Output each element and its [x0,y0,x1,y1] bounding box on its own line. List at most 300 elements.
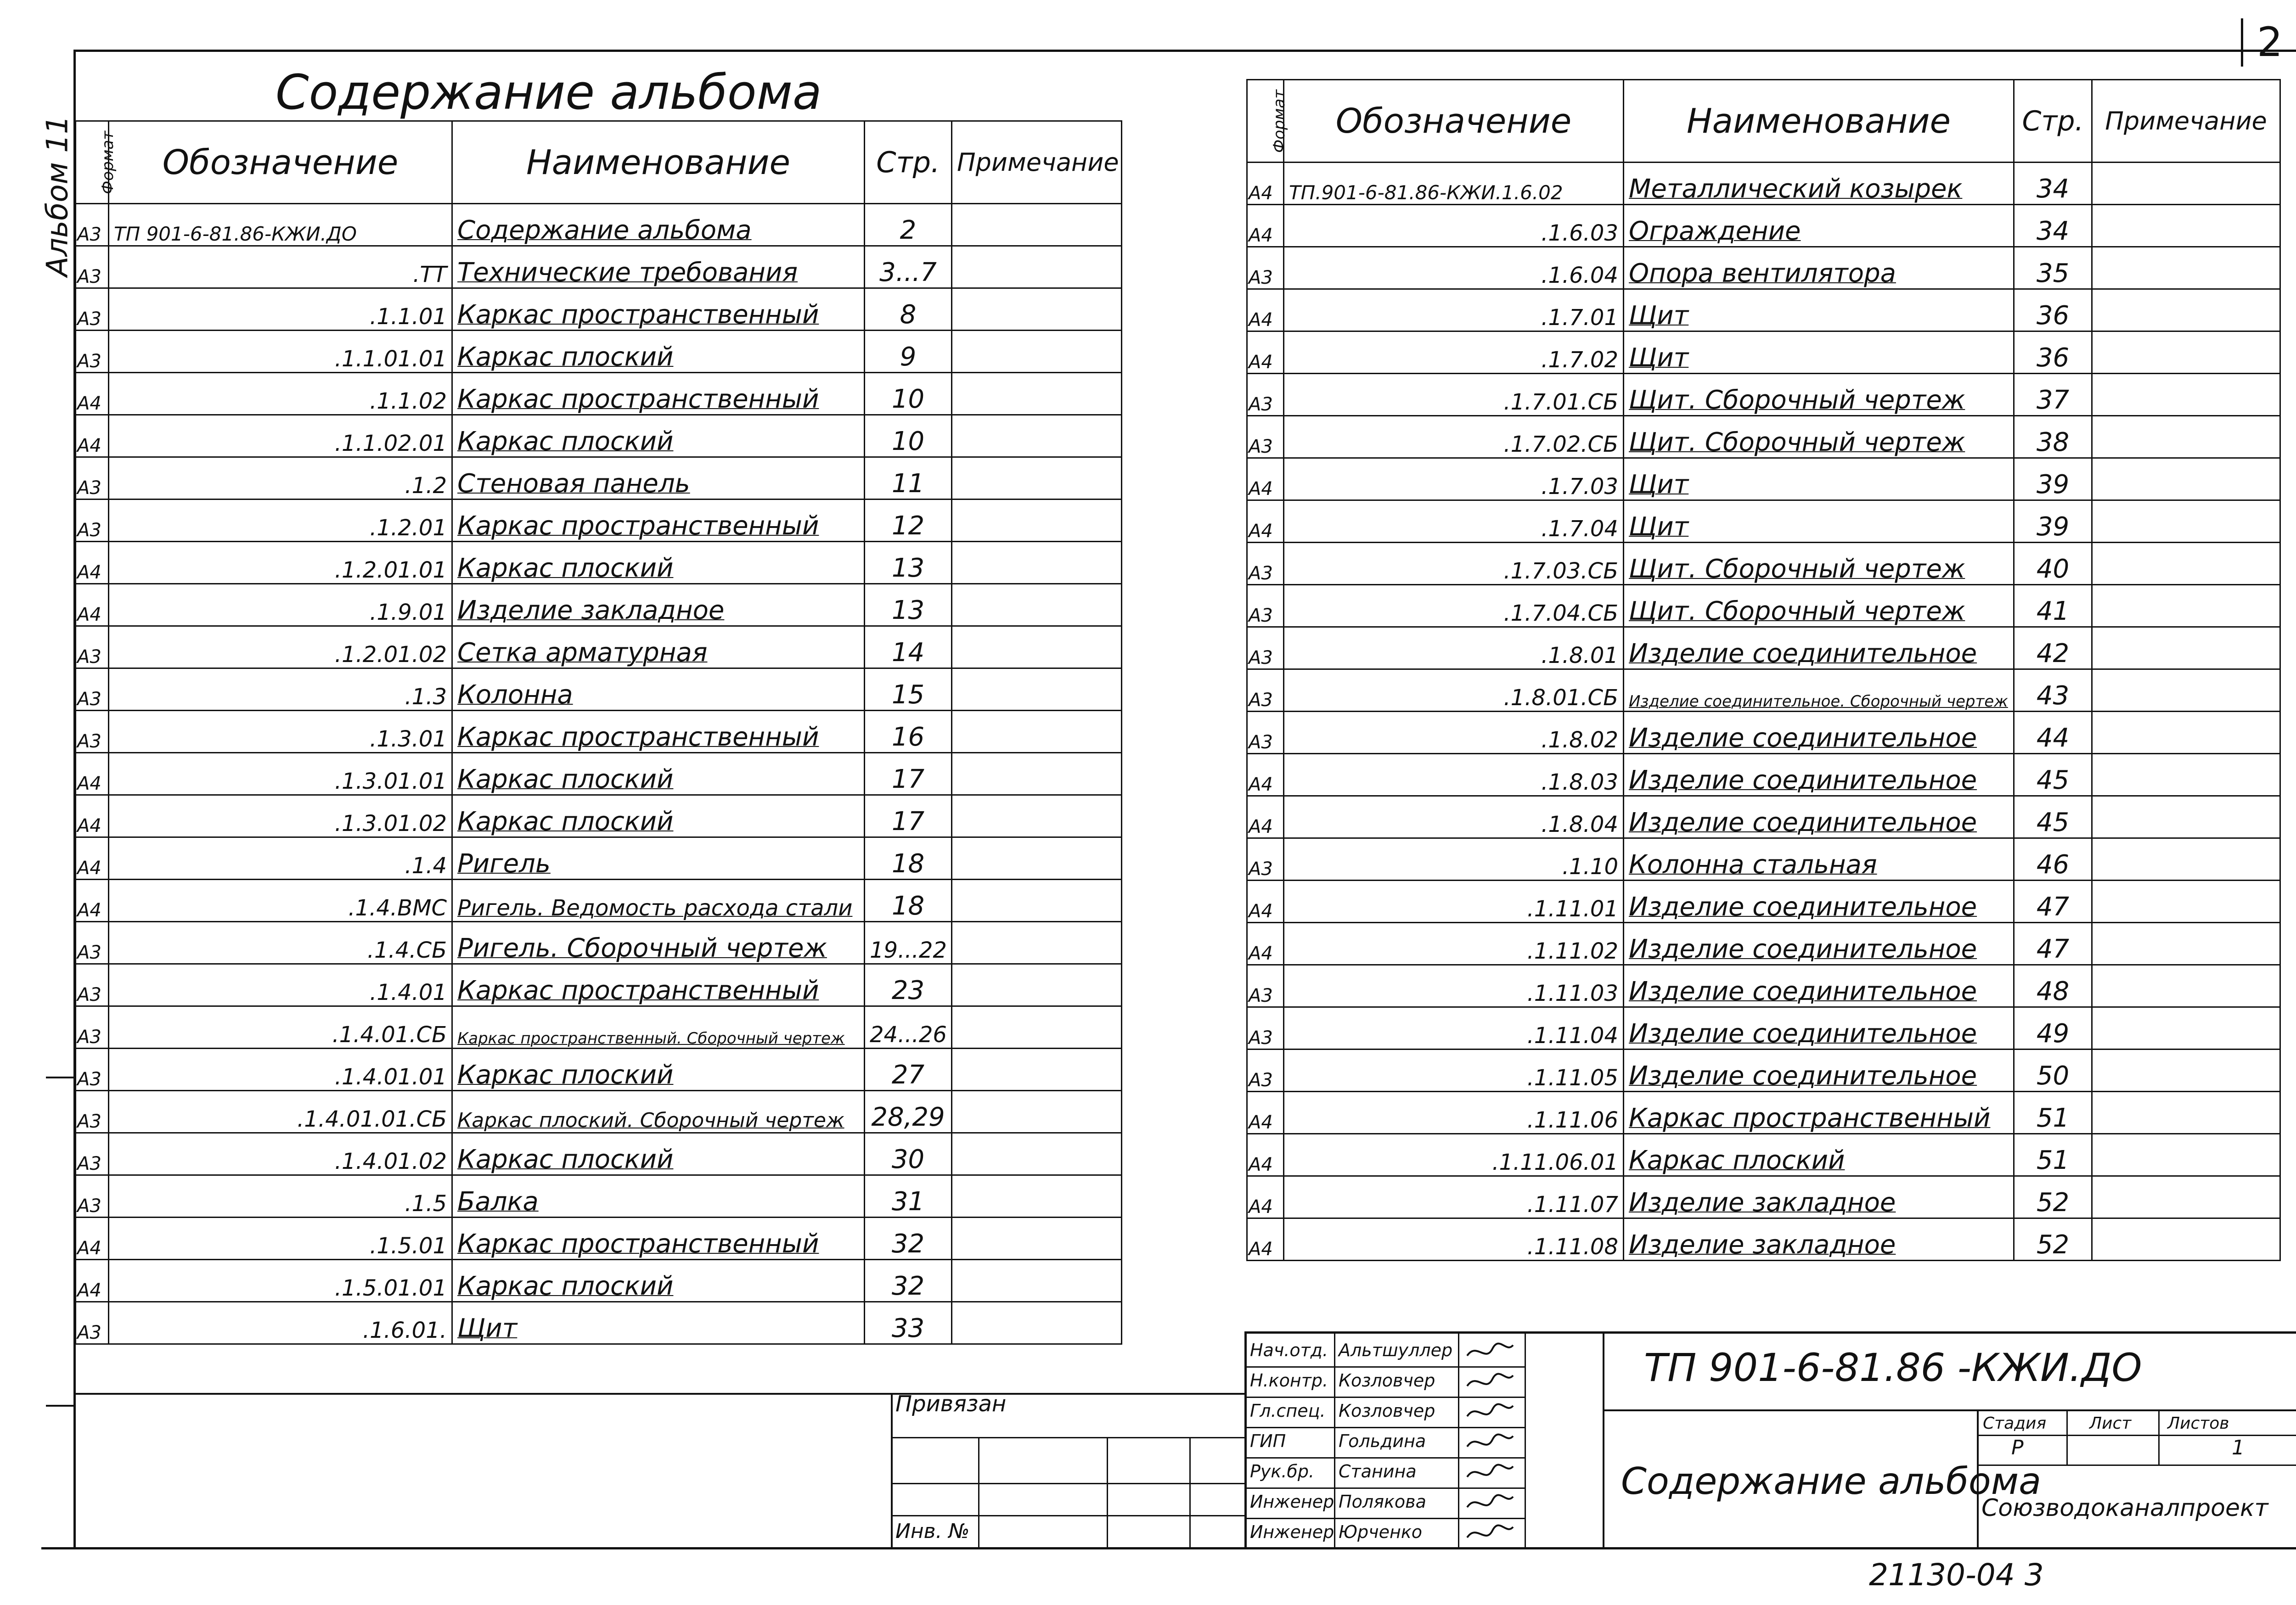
note-cell [2092,1007,2280,1049]
designation-cell: .1.3.01 [109,711,452,753]
page-cell: 34 [2014,163,2092,205]
name-cell: Каркас пространственный [452,373,865,415]
format-cell: A3 [1247,247,1284,289]
name-cell: Опора вентилятора [1624,247,2014,289]
format-cell: A4 [1247,1134,1284,1176]
table-row [76,1133,1122,1175]
note-cell [952,1006,1122,1049]
stamp-role: Инженер [1250,1492,1334,1512]
format-cell: A3 [76,204,109,246]
designation-cell: .1.11.01 [1284,881,1624,923]
name-cell: Щит. Сборочный чертеж [1624,374,2014,416]
stamp-row-line [1244,1487,1525,1489]
table-row [1247,965,2280,1007]
note-cell [2092,331,2280,374]
page-cell: 24...26 [865,1006,952,1049]
note-cell [952,457,1122,499]
format-cell: A3 [1247,416,1284,458]
format-cell: A4 [1247,923,1284,965]
note-cell [2092,1092,2280,1134]
stamp-row-line [1244,1427,1525,1428]
note-cell [2092,374,2280,416]
page-cell: 46 [2014,838,2092,881]
table-row [1247,1176,2280,1218]
table-row [1247,796,2280,838]
table-row [1247,1218,2280,1261]
table-row [76,288,1122,331]
page-cell: 16 [865,711,952,753]
designation-cell: .1.7.04 [1284,500,1624,543]
designation-cell: .1.7.01 [1284,289,1624,331]
table-row [76,1260,1122,1302]
page-cell: 44 [2014,712,2092,754]
page-cell: 3...7 [865,246,952,288]
table-row [76,1175,1122,1218]
designation-cell: .1.8.04 [1284,796,1624,838]
note-cell [2092,796,2280,838]
page-cell: 18 [865,837,952,880]
table-row [76,964,1122,1006]
stamp-role: Рук.бр. [1250,1461,1315,1482]
note-cell [2092,838,2280,881]
designation-cell: .1.10 [1284,838,1624,881]
table-row [76,668,1122,711]
table-row [1247,838,2280,881]
format-cell: A4 [76,1218,109,1260]
table-row [76,880,1122,922]
name-cell: Содержание альбома [452,204,865,246]
note-cell [2092,923,2280,965]
page-cell: 51 [2014,1092,2092,1134]
designation-cell: .1.1.02 [109,373,452,415]
name-cell: Щит [1624,289,2014,331]
stamp-hline [1977,1435,2296,1436]
name-cell: Изделие соединительное [1624,796,2014,838]
format-cell: A3 [76,499,109,542]
stamp-vline [1334,1331,1335,1549]
page-cell: 9 [865,331,952,373]
note-cell [952,795,1122,837]
format-cell: A4 [1247,796,1284,838]
table-row [76,753,1122,795]
name-cell: Щит [1624,331,2014,374]
format-cell: A3 [76,1175,109,1218]
page-cell: 48 [2014,965,2092,1007]
stamp-top-line [1244,1331,2296,1334]
name-cell: Каркас плоский [452,415,865,457]
format-cell: A3 [76,1133,109,1175]
note-cell [952,415,1122,457]
format-cell: A4 [1247,331,1284,374]
format-cell: A4 [76,415,109,457]
table-row [76,795,1122,837]
designation-cell: .1.7.01.СБ [1284,374,1624,416]
name-cell: Каркас пространственный [452,288,865,331]
note-cell [2092,543,2280,585]
doc-title: Содержание альбома [1621,1460,2042,1503]
page-cell: 2 [865,204,952,246]
name-cell: Металлический козырек [1624,163,2014,205]
note-cell [952,584,1122,626]
designation-header: Обозначение [109,121,452,204]
stage-label: Стадия [1983,1414,2047,1433]
page-cell: 39 [2014,458,2092,500]
margin-tick [46,1405,73,1407]
signature-scribble [1465,1400,1515,1425]
format-cell: A4 [76,795,109,837]
name-cell: Ригель. Ведомость расхода стали [452,880,865,922]
signature-scribble [1465,1370,1515,1395]
designation-cell: .1.5.01.01 [109,1260,452,1302]
note-cell [952,288,1122,331]
table-row [76,246,1122,288]
table-row [76,1091,1122,1133]
format-cell: A3 [76,668,109,711]
name-cell: Изделие закладное [1624,1218,2014,1261]
name-cell: Стеновая панель [452,457,865,499]
format-cell: A4 [76,837,109,880]
name-cell: Каркас пространственный [452,499,865,542]
name-cell: Изделие закладное [452,584,865,626]
divider-line [73,1393,1244,1395]
designation-cell: .1.3.01.01 [109,753,452,795]
format-cell: A4 [1247,1218,1284,1261]
table-row [1247,923,2280,965]
stamp-role: Нач.отд. [1250,1340,1328,1360]
format-cell: A3 [1247,669,1284,712]
note-cell [952,1133,1122,1175]
stamp-vline [1458,1331,1459,1549]
designation-header: Обозначение [1284,80,1624,163]
page-cell: 8 [865,288,952,331]
stamp-person-name: Юрченко [1339,1522,1423,1542]
note-cell [2092,1218,2280,1261]
name-cell: Щит. Сборочный чертеж [1624,585,2014,627]
toc-table-right [1246,79,2281,1261]
designation-cell: .1.1.01.01 [109,331,452,373]
page-cell: 33 [865,1302,952,1344]
divider-line [978,1437,979,1547]
page-cell: 49 [2014,1007,2092,1049]
stamp-vline [2066,1409,2068,1465]
name-cell: Колонна [452,668,865,711]
table-row [1247,585,2280,627]
toc-table-left [75,120,1122,1345]
table-row [1247,458,2280,500]
name-cell: Каркас плоский. Сборочный чертеж [452,1091,865,1133]
stamp-row-line [1244,1366,1525,1368]
format-cell: A3 [76,1006,109,1049]
stamp-hline [1603,1409,2296,1411]
page-header: Стр. [865,121,952,204]
table-row [76,584,1122,626]
name-cell: Ригель. Сборочный чертеж [452,922,865,964]
page-number-box [2241,18,2296,67]
designation-cell: .1.2 [109,457,452,499]
divider-line [891,1515,1244,1516]
stamp-vline [1525,1331,1526,1549]
format-cell: A4 [1247,205,1284,247]
format-cell: A3 [1247,712,1284,754]
format-cell: A3 [76,711,109,753]
format-header: Формат [76,121,109,204]
page-cell: 10 [865,415,952,457]
name-cell: Щит [1624,458,2014,500]
page-cell: 42 [2014,627,2092,669]
name-cell: Каркас пространственный [1624,1092,2014,1134]
stage-value: Р [2011,1436,2024,1459]
page-cell: 45 [2014,796,2092,838]
page-cell: 47 [2014,923,2092,965]
note-cell [2092,1176,2280,1218]
note-cell [952,204,1122,246]
privyazan-label: Привязан [895,1391,1007,1417]
table-row [1247,205,2280,247]
page-cell: 17 [865,753,952,795]
table-row [76,1302,1122,1344]
name-cell: Щит [452,1302,865,1344]
designation-cell: .1.11.05 [1284,1049,1624,1092]
name-header: Наименование [1624,80,2014,163]
note-cell [2092,965,2280,1007]
table-row [76,922,1122,964]
designation-cell: .1.3.01.02 [109,795,452,837]
page-cell: 52 [2014,1176,2092,1218]
divider-line [1107,1437,1108,1547]
note-cell [952,1175,1122,1218]
table-row [76,204,1122,246]
table-row [1247,1007,2280,1049]
designation-cell: .1.9.01 [109,584,452,626]
note-cell [2092,585,2280,627]
stamp-person-name: Полякова [1339,1492,1426,1512]
page-header: Стр. [2014,80,2092,163]
name-cell: Изделие соединительное [1624,1049,2014,1092]
name-cell: Каркас плоский [452,795,865,837]
designation-cell: .1.7.04.СБ [1284,585,1624,627]
page-cell: 38 [2014,416,2092,458]
designation-cell: .ТТ [109,246,452,288]
format-cell: A3 [76,1302,109,1344]
table-row [1247,289,2280,331]
format-cell: A3 [1247,838,1284,881]
note-cell [952,964,1122,1006]
name-cell: Каркас плоский [452,1133,865,1175]
page-cell: 32 [865,1218,952,1260]
name-cell: Колонна стальная [1624,838,2014,881]
designation-cell: .1.11.03 [1284,965,1624,1007]
designation-cell: .1.11.06 [1284,1092,1624,1134]
note-cell [952,1091,1122,1133]
note-cell [2092,458,2280,500]
format-cell: A3 [76,922,109,964]
divider-line [891,1437,1244,1438]
table-row [1247,754,2280,796]
designation-cell: .1.4.01.01 [109,1049,452,1091]
page-cell: 52 [2014,1218,2092,1261]
table-row [76,1218,1122,1260]
format-cell: A4 [76,880,109,922]
note-cell [952,626,1122,668]
note-cell [2092,881,2280,923]
table-row [1247,1134,2280,1176]
name-cell: Ригель [452,837,865,880]
table-row [1247,374,2280,416]
format-cell: A3 [76,964,109,1006]
table-row [76,457,1122,499]
name-cell: Изделие соединительное [1624,881,2014,923]
page-cell: 32 [865,1260,952,1302]
page-cell: 27 [865,1049,952,1091]
designation-cell: .1.7.03.СБ [1284,543,1624,585]
name-cell: Изделие соединительное [1624,754,2014,796]
name-cell: Балка [452,1175,865,1218]
page-cell: 13 [865,584,952,626]
name-cell: Технические требования [452,246,865,288]
table-row [1247,163,2280,205]
note-cell [952,922,1122,964]
page-cell: 43 [2014,669,2092,712]
page-cell: 40 [2014,543,2092,585]
name-cell: Щит [1624,500,2014,543]
divider-line [891,1483,1244,1484]
designation-cell: .1.2.01 [109,499,452,542]
page-title: Содержание альбома [276,64,822,120]
designation-cell: .1.11.06.01 [1284,1134,1624,1176]
note-header: Примечание [952,121,1122,204]
designation-cell: .1.7.02 [1284,331,1624,374]
name-cell: Каркас пространственный [452,711,865,753]
stamp-role: Н.контр. [1250,1370,1328,1391]
page-cell: 14 [865,626,952,668]
format-cell: A3 [76,457,109,499]
stamp-vline [2158,1409,2160,1465]
table-row [76,1049,1122,1091]
note-cell [2092,669,2280,712]
table-row [1247,543,2280,585]
designation-cell: .1.7.03 [1284,458,1624,500]
sheet-label: Лист [2089,1414,2132,1433]
page-cell: 45 [2014,754,2092,796]
table-row [1247,1049,2280,1092]
note-cell [2092,163,2280,205]
name-cell: Щит. Сборочный чертеж [1624,543,2014,585]
note-cell [952,1260,1122,1302]
designation-cell: .1.11.02 [1284,923,1624,965]
name-cell: Сетка арматурная [452,626,865,668]
note-cell [952,246,1122,288]
name-cell: Каркас пространственный. Сборочный чертеж [452,1006,865,1049]
format-cell: A4 [1247,1092,1284,1134]
format-cell: A4 [76,753,109,795]
designation-cell: .1.2.01.02 [109,626,452,668]
table-row [76,837,1122,880]
note-cell [2092,754,2280,796]
stamp-vline [1603,1331,1604,1549]
table-row [1247,331,2280,374]
note-cell [952,1049,1122,1091]
page-cell: 23 [865,964,952,1006]
designation-cell: .1.6.03 [1284,205,1624,247]
designation-cell: .1.8.02 [1284,712,1624,754]
name-cell: Изделие соединительное [1624,923,2014,965]
organization: Союзводоканалпроект [1981,1494,2268,1522]
table-row [76,415,1122,457]
designation-cell: .1.6.04 [1284,247,1624,289]
note-cell [952,837,1122,880]
stamp-person-name: Гольдина [1339,1431,1426,1451]
table-row [76,373,1122,415]
format-cell: A3 [76,246,109,288]
format-cell: A3 [76,626,109,668]
frame-top-line [73,50,2296,52]
page-cell: 12 [865,499,952,542]
format-cell: A3 [76,1049,109,1091]
designation-cell: .1.4.01 [109,964,452,1006]
designation-cell: .1.4 [109,837,452,880]
table-row [76,499,1122,542]
page-cell: 15 [865,668,952,711]
note-cell [2092,627,2280,669]
name-cell: Каркас плоский [1624,1134,2014,1176]
name-cell: Каркас плоский [452,1260,865,1302]
designation-cell: .1.4.01.01.СБ [109,1091,452,1133]
note-cell [2092,1049,2280,1092]
format-cell: A4 [1247,1176,1284,1218]
note-cell [952,373,1122,415]
table-row [76,542,1122,584]
footer-code: 21130-04 3 [1869,1557,2044,1593]
page-cell: 36 [2014,331,2092,374]
name-cell: Изделие соединительное [1624,965,2014,1007]
designation-cell: ТП.901-6-81.86-КЖИ.1.6.02 [1284,163,1624,205]
note-cell [952,542,1122,584]
page-cell: 17 [865,795,952,837]
designation-cell: .1.7.02.СБ [1284,416,1624,458]
page-cell: 35 [2014,247,2092,289]
name-header: Наименование [452,121,865,204]
page-cell: 47 [2014,881,2092,923]
page-cell: 19...22 [865,922,952,964]
format-cell: A3 [1247,1007,1284,1049]
stamp-role: Инженер [1250,1522,1334,1542]
table-row [1247,712,2280,754]
note-cell [2092,289,2280,331]
stamp-row-line [1244,1518,1525,1519]
format-cell: A3 [1247,585,1284,627]
name-cell: Щит. Сборочный чертеж [1624,416,2014,458]
note-cell [952,668,1122,711]
designation-cell: .1.4.СБ [109,922,452,964]
format-header: Формат [1247,80,1284,163]
designation-cell: .1.1.02.01 [109,415,452,457]
format-cell: A3 [76,331,109,373]
designation-cell: .1.5.01 [109,1218,452,1260]
page-cell: 31 [865,1175,952,1218]
format-cell: A3 [1247,1049,1284,1092]
format-cell: A3 [76,1091,109,1133]
designation-cell: .1.4.01.02 [109,1133,452,1175]
note-cell [2092,712,2280,754]
designation-cell: .1.11.08 [1284,1218,1624,1261]
format-cell: A4 [76,542,109,584]
table-row [1247,1092,2280,1134]
format-cell: A4 [76,1260,109,1302]
page-cell: 39 [2014,500,2092,543]
table-row [1247,669,2280,712]
note-cell [2092,416,2280,458]
page-number: 2 [2257,18,2283,66]
